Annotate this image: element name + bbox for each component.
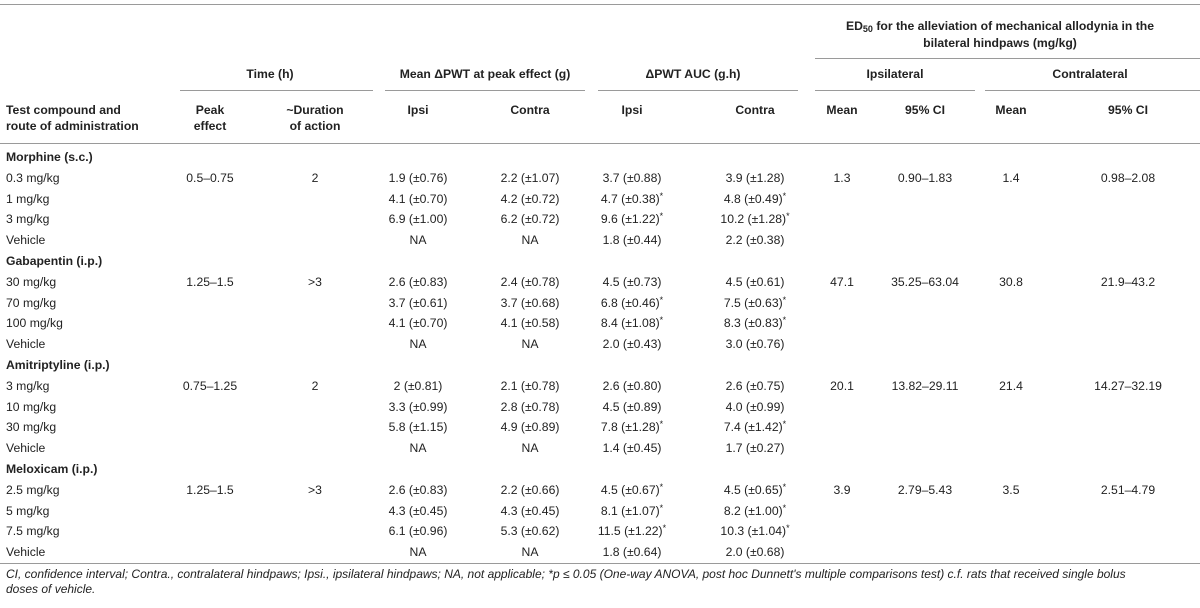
dose-label: 10 mg/kg [6, 399, 57, 414]
dose-label: Vehicle [6, 545, 46, 560]
significance-marker: * [786, 523, 790, 534]
auc-ipsi-value: 1.8 (±0.64) [602, 545, 662, 560]
auc-contra [726, 337, 785, 351]
dose-label: 3 mg/kg [6, 378, 50, 393]
auc-ipsi [601, 296, 663, 310]
ed50-header-rule [815, 58, 1200, 59]
peak-effect: 1.25–1.5 [186, 482, 234, 497]
mean-ipsi: 4.3 (±0.45) [388, 503, 448, 518]
mean-ipsi: NA [409, 233, 427, 248]
dose-label: Vehicle [6, 233, 46, 248]
auc-ipsi [603, 275, 662, 289]
mean-contra: 4.3 (±0.45) [500, 503, 560, 518]
auc-ipsi-value: 6.8 (±0.46) [600, 295, 660, 310]
peak-effect: 0.75–1.25 [182, 378, 238, 393]
header-of-action: of action [289, 119, 341, 133]
auc-ipsi-value: 8.4 (±1.08) [600, 316, 660, 331]
dose-label: 100 mg/kg [6, 316, 63, 331]
significance-marker: * [659, 481, 664, 492]
significance-marker: * [782, 502, 787, 513]
auc-ipsi [603, 400, 662, 414]
ed50-ipsi-ci: 2.79–5.43 [897, 482, 953, 497]
mean-contra: NA [521, 441, 539, 456]
auc-ipsi [598, 524, 666, 538]
auc-ipsi-value: 4.5 (±0.67) [600, 482, 660, 497]
auc-ipsi-value: 11.5 (±1.22) [597, 524, 663, 539]
mean-contra: 2.2 (±0.66) [500, 482, 560, 497]
header-dpwt-auc: ΔPWT AUC (g.h) [645, 67, 741, 81]
auc-contra [726, 400, 785, 414]
auc-contra-value: 4.5 (±0.61) [725, 274, 785, 289]
significance-marker: * [782, 315, 787, 326]
significance-marker: * [659, 419, 664, 430]
significance-marker: * [662, 523, 667, 534]
ed50-contra-mean: 1.4 [1002, 170, 1020, 185]
auc-ipsi-value: 4.5 (±0.73) [602, 274, 662, 289]
auc-ipsi [603, 233, 662, 247]
mean-ipsi: 1.9 (±0.76) [388, 170, 448, 185]
group-name: Morphine (s.c.) [6, 150, 93, 164]
significance-marker: * [782, 481, 787, 492]
ed50-contra-mean: 21.4 [999, 378, 1023, 393]
mean-ipsi: 5.8 (±1.15) [388, 420, 448, 435]
mean-contra: 2.2 (±1.07) [500, 170, 560, 185]
auc-contra [720, 212, 789, 226]
mean-contra: 4.9 (±0.89) [500, 420, 560, 435]
auc-contra [724, 504, 786, 518]
dose-label: 70 mg/kg [6, 295, 57, 310]
ed50-contra-ci: 2.51–4.79 [1100, 482, 1156, 497]
auc-contra-value: 3.0 (±0.76) [725, 337, 785, 352]
duration-of-action: >3 [308, 482, 322, 497]
auc-contra [724, 483, 786, 497]
contralateral-header-rule [985, 90, 1200, 91]
significance-marker: * [659, 502, 664, 513]
header-bottom-rule [0, 143, 1200, 144]
ed50-ipsi-ci: 35.25–63.04 [891, 274, 959, 289]
mean-contra: 5.3 (±0.62) [500, 524, 560, 539]
table-bottom-rule [0, 563, 1200, 564]
auc-ipsi [601, 420, 663, 434]
auc-contra-value: 4.0 (±0.99) [725, 399, 785, 414]
header-duration: ~Duration [286, 103, 344, 117]
header-ed50-contra-mean: Mean [995, 103, 1027, 117]
mean-ipsi: 2 (±0.81) [393, 378, 443, 393]
mean-contra: NA [521, 233, 539, 248]
mean-contra: NA [521, 337, 539, 352]
auc-contra-value: 7.5 (±0.63) [723, 295, 783, 310]
auc-contra [726, 545, 785, 559]
ipsilateral-header-rule [815, 90, 975, 91]
auc-contra-value: 3.9 (±1.28) [725, 170, 785, 185]
header-mean-dpwt: Mean ΔPWT at peak effect (g) [399, 67, 571, 81]
auc-ipsi [603, 379, 662, 393]
header-ed50-contra-ci: 95% CI [1108, 103, 1148, 117]
ed50-ipsi-mean: 3.9 [833, 482, 851, 497]
auc-contra-value: 7.4 (±1.42) [723, 420, 783, 435]
mean-ipsi: NA [409, 545, 427, 560]
header-mean-contra: Contra [510, 103, 550, 117]
duration-of-action: >3 [308, 274, 322, 289]
auc-contra [724, 420, 786, 434]
ed50-contra-ci: 14.27–32.19 [1094, 378, 1162, 393]
mean-contra: 2.1 (±0.78) [500, 378, 560, 393]
header-auc-contra: Contra [735, 103, 775, 117]
auc-contra [726, 379, 785, 393]
auc-contra-value: 1.7 (±0.27) [725, 441, 785, 456]
header-effect: effect [193, 119, 227, 133]
header-time: Time (h) [246, 67, 294, 81]
ed50-ipsi-ci: 0.90–1.83 [897, 170, 953, 185]
duration-of-action: 2 [311, 378, 319, 393]
significance-marker: * [782, 294, 787, 305]
auc-contra-value: 2.0 (±0.68) [725, 545, 785, 560]
dose-label: 1 mg/kg [6, 191, 50, 206]
auc-contra-value: 10.3 (±1.04) [720, 524, 787, 539]
header-test-compound: Test compound and [6, 103, 121, 117]
ed50-contra-ci: 0.98–2.08 [1100, 170, 1156, 185]
significance-marker: * [786, 211, 790, 222]
auc-contra-value: 4.5 (±0.65) [723, 482, 783, 497]
mean-ipsi: 2.6 (±0.83) [388, 482, 448, 497]
auc-ipsi [601, 504, 663, 518]
auc-contra-value: 8.2 (±1.00) [723, 503, 783, 518]
mean-ipsi: 6.1 (±0.96) [388, 524, 448, 539]
mean-ipsi: NA [409, 441, 427, 456]
auc-ipsi-value: 3.7 (±0.88) [602, 170, 662, 185]
auc-contra [726, 171, 785, 185]
dose-label: 0.3 mg/kg [6, 170, 60, 185]
auc-ipsi [601, 483, 663, 497]
header-ed50-ipsi-ci: 95% CI [905, 103, 945, 117]
auc-ipsi [603, 441, 662, 455]
mean-contra: 4.2 (±0.72) [500, 191, 560, 206]
auc-header-rule [598, 90, 798, 91]
mean-ipsi: 3.7 (±0.61) [388, 295, 448, 310]
auc-contra-value: 4.8 (±0.49) [723, 191, 783, 206]
mean-header-rule [385, 90, 585, 91]
group-name: Gabapentin (i.p.) [6, 254, 103, 268]
ed50-ipsi-mean: 1.3 [833, 170, 851, 185]
dose-label: 30 mg/kg [6, 274, 57, 289]
mean-ipsi: NA [409, 337, 427, 352]
auc-ipsi [601, 212, 663, 226]
header-route: route of administration [6, 119, 139, 133]
auc-ipsi-value: 4.5 (±0.89) [602, 399, 662, 414]
table-footnote [6, 567, 1186, 597]
significance-marker: * [659, 211, 664, 222]
ed50-contra-ci: 21.9–43.2 [1100, 274, 1156, 289]
auc-ipsi-value: 1.4 (±0.45) [602, 441, 662, 456]
dose-label: 3 mg/kg [6, 212, 50, 227]
auc-contra-value: 2.2 (±0.38) [725, 233, 785, 248]
auc-ipsi-value: 4.7 (±0.38) [600, 191, 660, 206]
auc-ipsi [601, 192, 663, 206]
significance-marker: * [782, 419, 787, 430]
auc-contra [724, 296, 786, 310]
significance-marker: * [659, 294, 664, 305]
auc-ipsi [603, 337, 662, 351]
auc-ipsi-value: 8.1 (±1.07) [600, 503, 660, 518]
auc-ipsi [603, 545, 662, 559]
group-name: Meloxicam (i.p.) [6, 462, 98, 476]
auc-ipsi-value: 2.0 (±0.43) [602, 337, 662, 352]
ed50-ipsi-mean: 20.1 [830, 378, 854, 393]
dose-label: 30 mg/kg [6, 420, 57, 435]
peak-effect: 1.25–1.5 [186, 274, 234, 289]
mean-contra: 6.2 (±0.72) [500, 212, 560, 227]
dose-label: 5 mg/kg [6, 503, 50, 518]
dose-label: 2.5 mg/kg [6, 482, 60, 497]
auc-contra-value: 8.3 (±0.83) [723, 316, 783, 331]
header-ipsilateral: Ipsilateral [866, 67, 924, 81]
header-auc-ipsi: Ipsi [621, 103, 643, 117]
auc-ipsi-value: 1.8 (±0.44) [602, 233, 662, 248]
mean-ipsi: 3.3 (±0.99) [388, 399, 448, 414]
ed50-ipsi-mean: 47.1 [830, 274, 854, 289]
duration-of-action: 2 [311, 170, 319, 185]
table-top-rule [0, 4, 1200, 5]
auc-ipsi [601, 316, 663, 330]
header-ed50-line1: $ED_{50}$ for the alleviation of mechanical allodynia in the [845, 19, 1155, 34]
auc-ipsi-value: 2.6 (±0.80) [602, 378, 662, 393]
mean-contra: 3.7 (±0.68) [500, 295, 560, 310]
significance-marker: * [659, 315, 664, 326]
auc-contra [724, 316, 786, 330]
dose-label: Vehicle [6, 441, 46, 456]
mean-ipsi: 2.6 (±0.83) [388, 274, 448, 289]
auc-ipsi-value: 7.8 (±1.28) [600, 420, 660, 435]
header-peak: Peak [195, 103, 225, 117]
auc-contra [724, 192, 786, 206]
time-header-rule [180, 90, 373, 91]
auc-contra [720, 524, 789, 538]
ed50-ipsi-ci: 13.82–29.11 [891, 378, 959, 393]
footnote-line2: doses of vehicle. [6, 582, 96, 596]
auc-contra [726, 441, 785, 455]
header-mean-ipsi: Ipsi [407, 103, 429, 117]
auc-contra-value: 2.6 (±0.75) [725, 378, 785, 393]
auc-contra [726, 275, 785, 289]
mean-contra: NA [521, 545, 539, 560]
mean-contra: 2.4 (±0.78) [500, 274, 560, 289]
mean-ipsi: 4.1 (±0.70) [388, 191, 448, 206]
auc-ipsi [603, 171, 662, 185]
significance-marker: * [659, 190, 664, 201]
dose-label: Vehicle [6, 337, 46, 352]
ed50-contra-mean: 3.5 [1002, 482, 1020, 497]
header-contralateral: Contralateral [1052, 67, 1128, 81]
group-name: Amitriptyline (i.p.) [6, 358, 110, 372]
footnote-line1: CI, confidence interval; Contra., contralateral hindpaws; Ipsi., ipsilateral hindpaws; NA, not applicable; *p ≤ 0.05 (One-way ANOVA, post hoc Dunnett's multiple comparisons test) c.f. rats that received single bolus [6, 567, 1126, 581]
mean-ipsi: 4.1 (±0.70) [388, 316, 448, 331]
mean-ipsi: 6.9 (±1.00) [388, 212, 448, 227]
peak-effect: 0.5–0.75 [186, 170, 234, 185]
header-ed50-line2: bilateral hindpaws (mg/kg) [923, 36, 1077, 50]
significance-marker: * [782, 190, 787, 201]
mean-contra: 4.1 (±0.58) [500, 316, 560, 331]
dose-label: 7.5 mg/kg [6, 524, 60, 539]
header-ed50-ipsi-mean: Mean [826, 103, 858, 117]
mean-contra: 2.8 (±0.78) [500, 399, 560, 414]
auc-contra [726, 233, 785, 247]
ed50-contra-mean: 30.8 [999, 274, 1023, 289]
auc-ipsi-value: 9.6 (±1.22) [600, 212, 660, 227]
auc-contra-value: 10.2 (±1.28) [720, 212, 787, 227]
